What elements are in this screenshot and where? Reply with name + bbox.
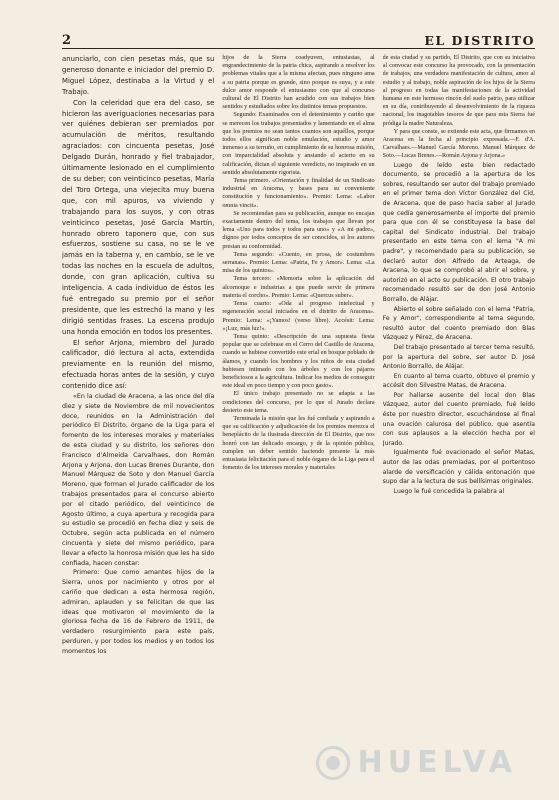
paragraph: hijos de la Sierra coadyuven, entusiastas, al engrandecimiento de la patria chica, aspirando a resolver los problemas vitales que a la misma afectan, pues ninguno ama a su patria porque es grande, sino porque es suya, y a este dulce amor responde el entusiasmo con que al concurso cultural de El Distrito han acudido con sus trabajos bien sentidos y estudiados sobre los distintos temas propuestos. xyxy=(222,54,375,111)
paragraph: Segundo: Examinados con el detenimiento y cariño que se merecen los trabajos presentados y lamentando en el alma que los premios no sean tantos cuantos son aquéllos, porque todos ellos significan noble emulación, estudio y amor inmenso a su terruño, en cumplimiento de su honrosa misión, con imparcialidad absoluta y ansiando el acierto en su calificación, dictan el siguiente veredicto, no inspirado en un sentido absolutamente rigorista. xyxy=(222,111,375,176)
paragraph: Del trabajo presentado al tercer tema resultó, por la apertura del sobre, ser autor D. José Antonio Borrallo, de Alájar. xyxy=(382,343,535,371)
paragraph: Y para que conste, se extiende este acta, que firmamos en Aracena en la fecha al principio expresada.—F. d'A. Carvalhaes.—Manuel García Moreno. Manuel Márquez de Soto.—Lucas Brenes.—Román Arjona y Arjona.» xyxy=(382,128,535,160)
column-left xyxy=(62,54,214,786)
watermark-text: HUELVA xyxy=(357,745,517,780)
paragraph: Igualmente fué ovacionado el señor Matas, autor de las odas premiadas, por el portentoso alarde de versificación y cálida entonación que supo dar a la lectura de sus bellísimas originales. xyxy=(382,449,535,486)
article-columns xyxy=(62,54,535,786)
paragraph: Tema segundo: «Cuento, en prosa, de costumbres serranas». Premio: Lema: «Patria, Fe y Amor». Lema: «La misa de los quintos». xyxy=(222,250,375,275)
paragraph: El señor Arjona, miembro del Jurado calificador, dió lectura al acta, extendida previamente en la reunión del mismo, efectuada horas antes de la sesión, y cuyo contenido dice así: xyxy=(62,338,215,391)
paragraph: Terminada la misión que les fué confiada y aspirando a que su calificación y adjudicación de los premios merezca el beneplácito de la ilustrada dirección de El Distrito, que nos honró con tan delicado encargo, y de la opinión pública, cumplen un deber sentido haciendo presente la más entusiasta felicitación para el noble órgano de la Liga para el fomento de los intereses morales y materiales xyxy=(222,414,375,472)
paragraph: En cuanto al tema cuarto, obtuvo el premio y accésit don Silvestre Matas, de Aracena. xyxy=(382,372,535,390)
paragraph: Abierto el sobre señalado con el lema "Patria, Fe y Amor", correspondiente al tema segundo, resultó autor del cuento premiado don Blas Vázquez y Pérez, de Aracena. xyxy=(382,305,535,342)
newspaper-title: EL DISTRITO xyxy=(424,33,535,48)
paragraph: Tema tercero: «Memoria sobre la aplicación del alcornoque e industrias a que puede servir de primera materia el corcho». Premio: Lema: «Quercus suber». xyxy=(222,275,375,299)
column-right xyxy=(383,54,535,786)
paragraph: Se recomiendan para su publicación, aunque no encajan exactamente dentro del tema, los trabajos que llevan por lema «Uno para todos y todos para uno» y «A mi padre», dignos por todos conceptos de ser conocidos, si los autores prestan su conformidad. xyxy=(222,209,375,250)
paragraph: Con la celeridad que era del caso, se hicieron las averiguaciones necesarias para ver quiénes debieran ser premiados por acumulación de méritos, resultando agraciados: con cincuenta pesetas, José Delgado Durán, honrado y fiel trabajador, últimamente lesionado en el cumplimiento de su deber; con veinticinco pesetas, María del Toro Ortega, una viejecita muy buena que, con mil apuros, va viviendo y trabajando para los suyos, y con otras veinticinco pesetas, José García Martín, honrado obrero taponero que, con sus esfuerzos, sostiene su casa, no se le ve jamás en la taberna y, en cambio, se le ve todas las noches en la escuela de adultos, donde, con gran aplicación, cultiva su inteligencia. A cada individuo de éstos les fué entregado su premio por el señor presidente, que les estrechó la mano y les dirigió sentidas frases. La escena produjo una honda emoción en todos los presentes. xyxy=(62,98,215,336)
paragraph: de esta ciudad y su partido, El Distrito, que con su iniciativa al convocar este concurso ha provocado, con la presentación de trabajos, una verdadera manifestación de cultura, amor al estudio y al trabajo, noble aspiración de los hijos de la Sierra al progreso en todas las manifestaciones de la actividad humana en este hermoso rincón del suelo patrio, para utilizar en su día, contribuyendo al desenvolvimiento de la riqueza nacional, los inagotables tesoros de que para esta Sierra fué pródiga la madre Naturaleza. xyxy=(382,55,535,127)
paragraph: «En la ciudad de Aracena, a las once del día diez y siete de Noviembre de mil novecientos doce, reunidos en la Administración del periódico El Distrito, órgano de la Liga para el fomento de los intereses morales y materiales de esta ciudad y su distrito, los señores don Francisco d'Almeida Carvalhaes, don Román Arjona y Arjona, don Lucas Brenes Durante, don Manuel Márquez de Soto y don Manuel García Moreno, que forman el Jurado calificador de los trabajos presentados para el concurso abierto por el citado periódico, del veinticinco de Agosto último, a cuya apertura y recogida para su estudio se procedió en fecha diez y seis de Octubre, según acta publicada en el número cincuenta y siete del mismo periódico, para llevar a efecto la honrosa misión que les ha sido confiada, hacen constar: xyxy=(62,393,215,567)
paragraph: Por hallarse ausente del local don Blas Vázquez, autor del cuento premiado, fué leído éste por nuestro director, escuchándose al final una ovación calurosa del público, que asentía con sus aplausos a la elección hecha por el Jurado. xyxy=(382,391,535,447)
paragraph: Luego de leído este bien redactado documento, se procedió a la apertura de los sobres, resultando ser autor del trabajo premiado en el primer tema don Víctor González del Cid, de Aracena, que de paso hacia saber al Jurado que cedía generosamente el importe del premio para que con él se constituyese la base del capital del Sindicato industrial. Del trabajo presentado en este tema con el lema "A mi padre", y recomendado para su publicación, se declaró autor don Alfredo de Arteaga, de Aracena, lo que se comprobó al abrir el sobre, y autorizó en el acto su publicación. El otro trabajo recomendado resultó ser de don José Antonio Borrallo, de Alájar. xyxy=(382,161,535,303)
paragraph: Primero: Que como amantes hijos de la Sierra, unos por nacimiento y otros por el cariño que dedican a esta hermosa región, admiran, aplauden y se felicitan de que las ideas que motivaron el movimiento de la gloriosa fecha de 16 de Febrero de 1911, de verdadero resurgimiento para este país, perduren, y por todos los medios y en todos los momentos los xyxy=(62,569,215,655)
column-middle xyxy=(222,54,374,786)
page-number: 2 xyxy=(62,33,72,48)
paragraph: El único trabajo presentado no se adapta a las condiciones del concurso, por lo que el Jurado declara desierto este tema. xyxy=(222,390,375,414)
paragraph: Tema cuarto: «Oda al progreso intelectual y regeneración social iniciados en el distrito de Aracena». Premio: Lema: «¡Yamos! (verso libre). Accésit: Lema: «¡Luz, más luz!». xyxy=(222,300,375,332)
paragraph: Tema quinto: «Descripción de una supuesta fiesta popular que se celebrase en el Cerro del Castillo de Aracena, cuando se hubiese convertido este erial en bosque poblado de álamos, y cuando los hombres y los niños de esta ciudad hubiesen intimado con los árboles y con los pájaros beneficiosos a la agricultura. Indicar los medios de conseguir este ideal en poco tiempo y con poco gasto». xyxy=(222,332,375,390)
paragraph: Luego le fué concedida la palabra al xyxy=(393,487,505,495)
paragraph: Tema primero. «Orientación y finalidad de un Sindicato industrial en Aracena, y bases para su conveniente constitución y funcionamiento». Premio: Lema: «Labor omnia vincit». xyxy=(222,177,375,209)
paragraph: anunciarlo, con cien pesetas más, que su generoso donante e iniciador del premio D. Miguel López, destinaba a la Virtud y el Trabajo. xyxy=(62,55,215,96)
page-header xyxy=(62,30,535,49)
